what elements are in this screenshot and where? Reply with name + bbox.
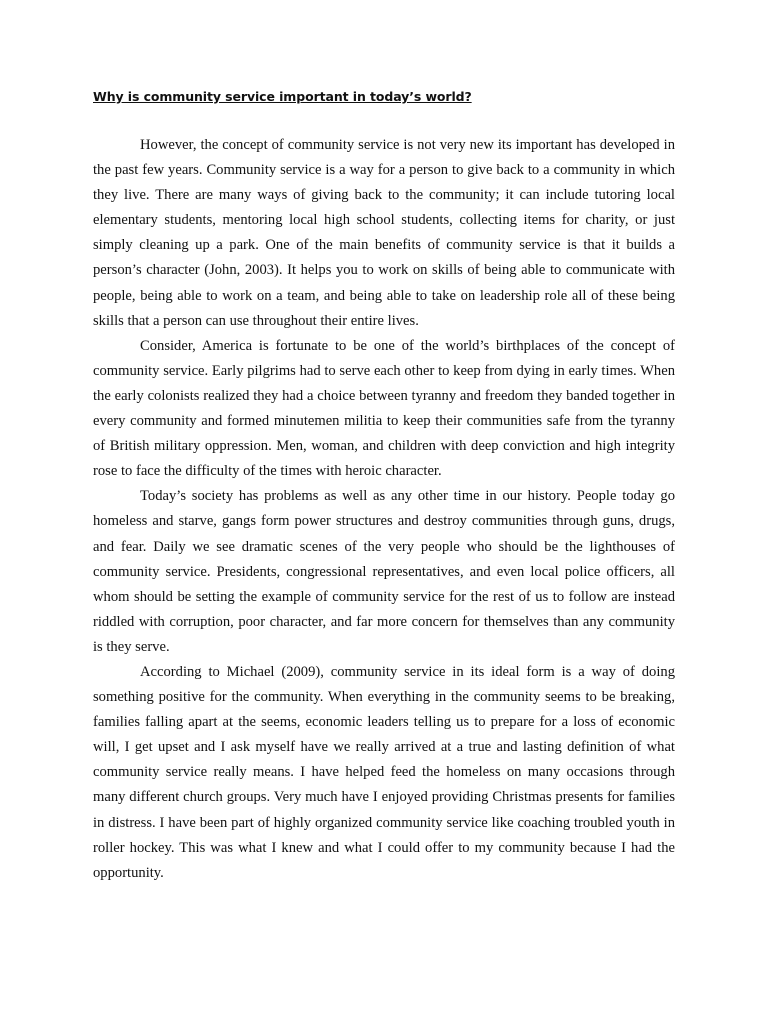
paragraph-1: However, the concept of community service is not very new its important has developed in the past few years. Community service is a way for a person to give back to a community in which they live. There are many ways of giving back to the community; it can include tutoring local elementary students, mentoring local high school students, collecting items for charity, or just simply cleaning up a park. One of the main benefits of community service is that it builds a person’s character (John, 2003). It helps you to work on skills of being able to communicate with people, being able to work on a team, and being able to take on leadership role all of these being skills that a person can use throughout their entire lives. <box>93 137 675 329</box>
document-page <box>93 86 675 886</box>
document-title: Why is community service important in today’s world? <box>93 89 472 104</box>
paragraph-4: According to Michael (2009), community service in its ideal form is a way of doing something positive for the community. When everything in the community seems to be breaking, families falling apart at the seems, economic leaders telling us to prepare for a loss of economic will, I get upset and I ask myself have we really arrived at a true and lasting definition of what community service really means. I have helped feed the homeless on many occasions through many different church groups. Very much have I enjoyed providing Christmas presents for families in distress. I have been part of highly organized community service like coaching troubled youth in roller hockey. This was what I knew and what I could offer to my community because I had the opportunity. <box>93 663 675 881</box>
paragraph-3: Today’s society has problems as well as any other time in our history. People today go homeless and starve, gangs form power structures and destroy communities through guns, drugs, and fear. Daily we see dramatic scenes of the very people who should be the lighthouses of community service. Presidents, congressional representatives, and even local police officers, all whom should be setting the example of community service for the rest of us to follow are instead riddled with corruption, poor character, and far more concern for themselves than any community is they serve. <box>93 488 675 655</box>
paragraph-2: Consider, America is fortunate to be one of the world’s birthplaces of the concept of community service. Early pilgrims had to serve each other to keep from dying in early times. When the early colonists realized they had a choice between tyranny and freedom they banded together in every community and formed minutemen militia to keep their communities safe from the tyranny of British military oppression. Men, woman, and children with deep conviction and high integrity rose to face the difficulty of the times with heroic character. <box>93 337 675 480</box>
